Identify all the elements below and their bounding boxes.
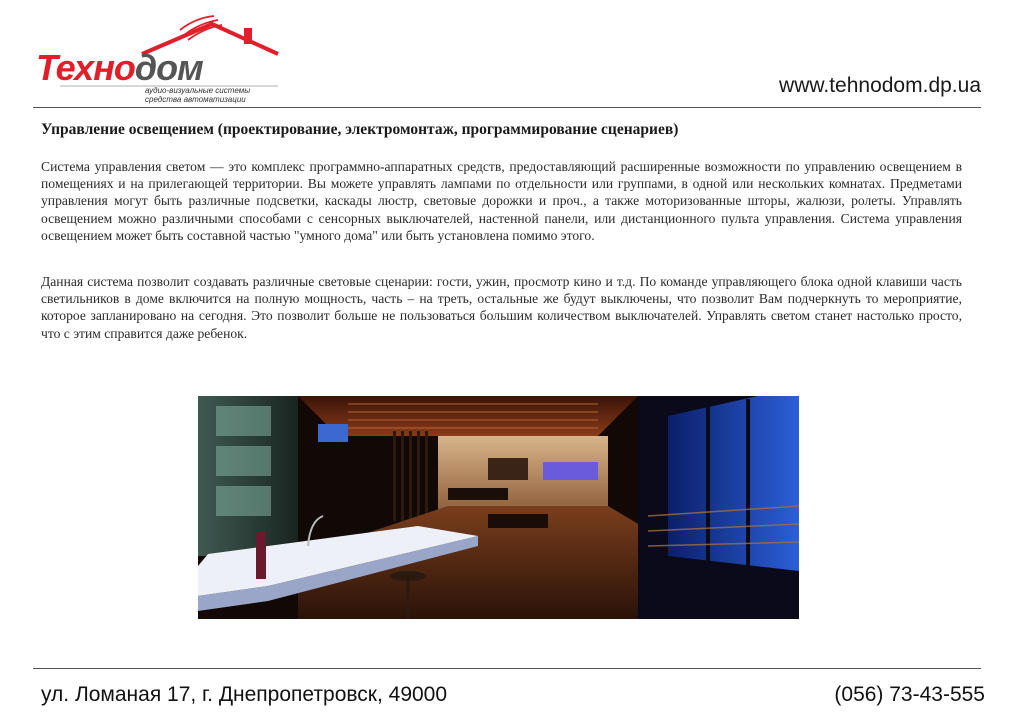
description-paragraph-2: Данная система позволит создавать различные световые сценарии: гости, ужин, просмотр кино и т.д. По команде управляющего блока одной клавиши часть светильников в доме включится на полную мощность, часть – на треть, остальные же будут выключены, что позволит Вам подчеркнуть то мероприятие, которое запланировано на сегодня. Это позволит больше не пользоваться большим количеством выключателей. Управлять светом станет настолько просто, что с этим справится даже ребенок. [41, 274, 962, 341]
description-paragraph-1: Система управления светом — это комплекс программно-аппаратных средств, предоставляющий расширенные возможности по управлению освещением в помещениях и на прилегающей территории. Вы можете управлять лампами по отдельности или группами, в одной или нескольких комнатах. Предметами управления могут быть различные подсветки, каскады люстр, световые дорожки и проч., а также моторизованные шторы, жалюзи, ролеты. Управлять освещением можно различными способами с сенсорных выключателей, настенной панели, или дистанционного пульта управления. Система управления освещением может быть составной частью "умного дома" или быть установлена помимо этого. [41, 159, 962, 243]
header-divider [33, 107, 981, 108]
footer-divider [33, 668, 981, 669]
footer-address: ул. Ломаная 17, г. Днепропетровск, 49000 [41, 683, 448, 706]
page-title: Управление освещением (проектирование, электромонтаж, программирование сценариев) [41, 121, 679, 138]
logo-wordmark [36, 47, 203, 88]
logo-tagline-2: средства автоматизации [145, 95, 246, 104]
logo-tagline-1: аудио-визуальные системы [145, 86, 251, 95]
logo-text-part1: Техно [36, 47, 135, 88]
company-logo [30, 10, 290, 102]
footer-phone: (056) 73-43-555 [834, 683, 985, 706]
interior-photo [198, 396, 799, 619]
logo-text-part2: дом [134, 47, 203, 88]
website-link[interactable]: www.tehnodom.dp.ua [779, 74, 981, 97]
